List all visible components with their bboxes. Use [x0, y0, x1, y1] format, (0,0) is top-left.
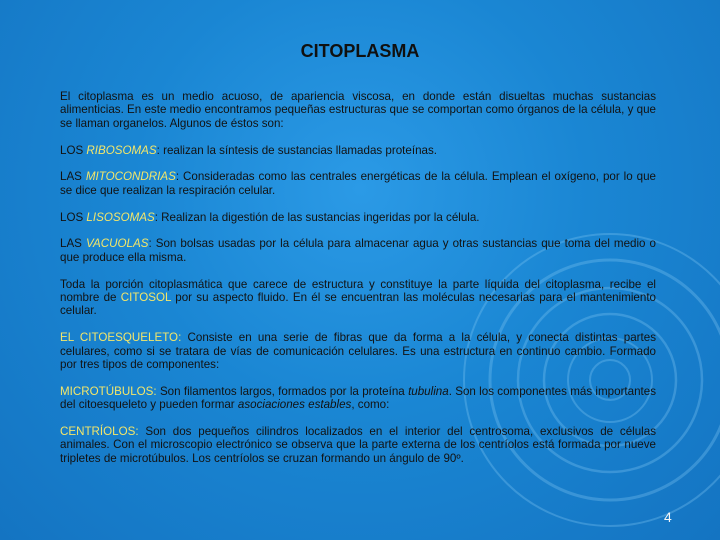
centriolos-text: Son dos pequeños cilindros localizados en el interior del centrosoma, exclusivos de células animales. Con el microscopio electrónico se observa que la parte externa de los centríolos está formada por nueve tripletes de microtúbulos. Los centríolos se cruzan formando un ángulo de 90º.	[60, 425, 656, 465]
vacuolas-term: VACUOLAS	[85, 237, 149, 251]
mitocondrias-prefix: LAS	[60, 170, 86, 184]
mitocondrias-paragraph	[60, 170, 656, 197]
lisosomas-prefix: LOS	[60, 210, 87, 224]
mitocondrias-text: : Consideradas como las centrales energéticas de la célula. Emplean el oxígeno, por lo que se dice que realizan la respiración celular.	[60, 170, 656, 197]
microtubulos-italic-2: asociaciones estables	[237, 398, 352, 412]
lisosomas-text: : Realizan la digestión de las sustancias ingeridas por la célula.	[154, 210, 480, 224]
ribosomas-text: : realizan la síntesis de sustancias llamadas proteínas.	[156, 143, 437, 157]
page-number: 4	[664, 509, 672, 525]
ribosomas-paragraph	[60, 144, 656, 157]
lisosomas-paragraph	[60, 211, 656, 224]
citoesqueleto-paragraph	[60, 331, 656, 371]
ribosomas-prefix: LOS	[60, 143, 87, 157]
microtubulos-text-3: , como:	[351, 398, 390, 412]
citosol-after: por su aspecto fluido. En él se encuentran las moléculas necesarias para el mantenimiento celular.	[60, 291, 656, 318]
vacuolas-paragraph	[60, 237, 656, 264]
microtubulos-text-1: Son filamentos largos, formados por la proteína	[156, 384, 409, 398]
centriolos-term: CENTRÍOLOS:	[60, 425, 139, 439]
vacuolas-text: : Son bolsas usadas por la célula para almacenar agua y otras sustancias que toma del medio o que produce ella misma.	[60, 237, 656, 264]
vacuolas-prefix: LAS	[60, 237, 86, 251]
slide-body	[60, 90, 656, 479]
citosol-term: CITOSOL	[120, 291, 171, 305]
microtubulos-italic-1: tubulina	[408, 384, 449, 398]
slide-title: CITOPLASMA	[300, 41, 420, 61]
citosol-before: Toda la porción citoplasmática que carece de estructura y constituye la parte líquida del citoplasma, recibe el nombre de	[60, 277, 656, 305]
intro-paragraph: El citoplasma es un medio acuoso, de apariencia viscosa, en donde están disueltas muchas sustancias alimenticias. En este medio encontramos pequeñas estructuras que se comportan como órganos de la célula, y que se llaman organelos. Algunos de éstos son:	[60, 90, 656, 130]
mitocondrias-term: MITOCONDRIAS	[85, 170, 176, 184]
microtubulos-term: MICROTÚBULOS:	[60, 384, 157, 398]
citosol-paragraph	[60, 278, 656, 318]
citoesqueleto-term: EL CITOESQUELETO:	[60, 331, 182, 345]
microtubulos-text-2: . Son los componentes más importantes del citoesqueleto y pueden formar	[60, 384, 657, 412]
ribosomas-term: RIBOSOMAS	[86, 143, 157, 157]
lisosomas-term: LISOSOMAS	[86, 210, 155, 224]
centriolos-paragraph	[60, 425, 656, 465]
citoesqueleto-text: Consiste en una serie de fibras que da forma a la célula, y conecta distintas partes celulares, como si se tratara de vías de comunicación celulares. Es una estructura en continuo cambio. Formado por tres tipos de componentes:	[60, 331, 657, 372]
microtubulos-paragraph	[60, 385, 656, 412]
